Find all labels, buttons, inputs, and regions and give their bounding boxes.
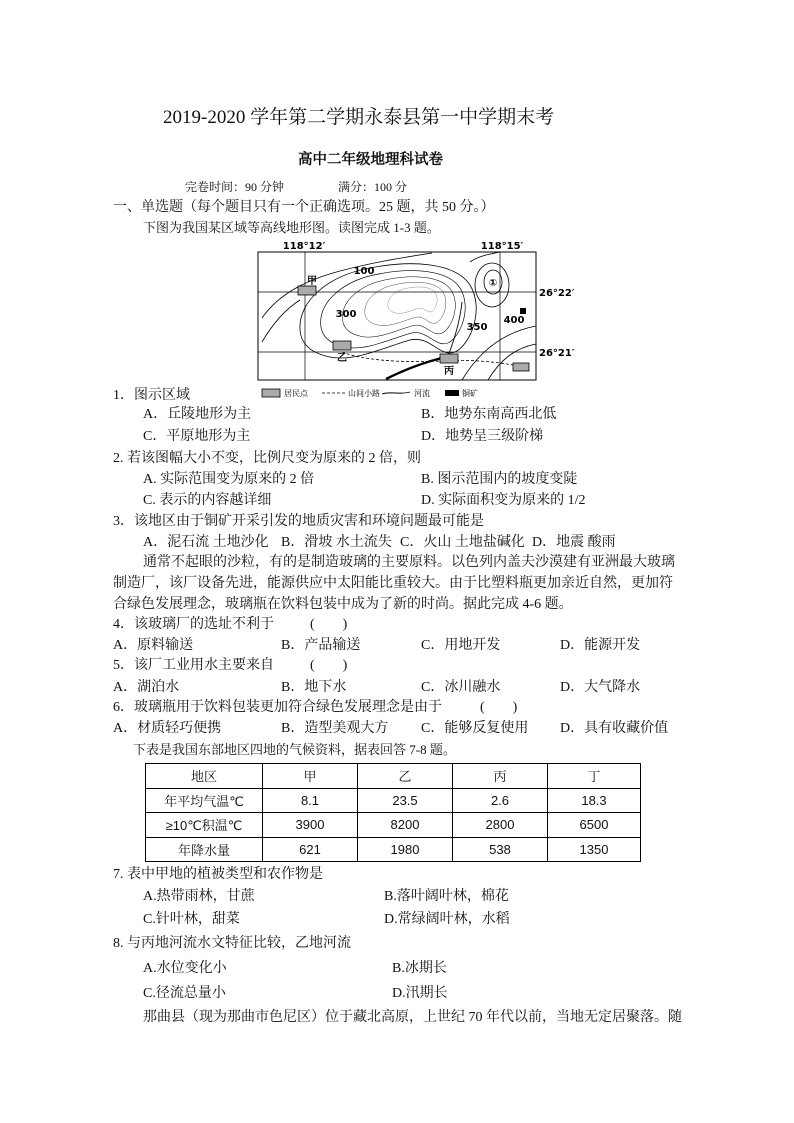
- section-heading: 一、单选题（每个题目只有一个正确选项。25 题，共 50 分。）: [113, 200, 495, 215]
- question-6-answer-bracket: ( ): [480, 700, 518, 715]
- copper-mine-marker: [520, 308, 526, 314]
- table-intro: 下表是我国东部地区四地的气候资料，据表回答 7-8 题。: [133, 742, 456, 757]
- table-header-cell: 乙: [358, 764, 453, 789]
- question-2-option-c: C. 表示的内容越详细: [143, 493, 272, 508]
- exam-subtitle: 高中二年级地理科试卷: [298, 152, 443, 168]
- legend-path-label: 山间小路: [348, 389, 380, 398]
- latitude-north-label: 26°22′: [539, 288, 575, 299]
- contour-line: [388, 287, 437, 313]
- table-cell: ≥10℃积温℃: [146, 813, 263, 838]
- question-3-option-d: D．地震 酸雨: [532, 535, 616, 550]
- question-5-answer-bracket: ( ): [310, 658, 348, 673]
- question-2-option-a: A. 实际范围变为原来的 2 倍: [143, 472, 315, 487]
- table-cell: 18.3: [548, 788, 641, 813]
- place-label-bing: 丙: [444, 366, 454, 377]
- table-header-cell: 丁: [548, 764, 641, 789]
- passage-glass-line-1: 通常不起眼的沙粒，有的是制造玻璃的主要原料。以色列内盖夫沙漠建有亚洲最大玻璃: [143, 555, 675, 570]
- question-1-stem: 1．图示区域: [113, 388, 190, 403]
- contour-label-100: 100: [353, 266, 375, 277]
- legend-settlement-label: 居民点: [284, 389, 308, 398]
- question-1-option-b: B．地势东南高西北低: [421, 407, 557, 422]
- contour-line: [262, 300, 300, 342]
- longitude-west-label: 118°12′: [282, 241, 326, 252]
- question-8-stem: 8. 与丙地河流水文特征比较，乙地河流: [113, 936, 351, 951]
- place-label-jia: 甲: [307, 276, 317, 287]
- question-6-option-d: D．具有收藏价值: [560, 721, 669, 736]
- table-cell: 3900: [263, 813, 358, 838]
- table-cell: 8.1: [263, 788, 358, 813]
- legend-mine-swatch: [445, 390, 459, 396]
- legend-mine-label: 铜矿: [462, 389, 478, 398]
- question-4-option-a: A．原料输送: [113, 638, 194, 653]
- question-1-option-a: A．丘陵地形为主: [143, 407, 252, 422]
- legend-river-label: 河流: [414, 389, 430, 398]
- mountain-path: [342, 352, 518, 366]
- table-cell: 8200: [358, 813, 453, 838]
- question-4-option-b: B．产品输送: [281, 638, 361, 653]
- question-8-option-c: C.径流总量小: [143, 986, 226, 1001]
- table-header-cell: 甲: [263, 764, 358, 789]
- question-6-stem: 6．玻璃瓶用于饮料包装更加符合绿色发展理念是由于: [113, 700, 442, 715]
- table-header-cell: 丙: [453, 764, 548, 789]
- contour-line: [488, 344, 536, 380]
- table-cell: 年降水量: [146, 837, 263, 862]
- question-6-option-a: A．材质轻巧便携: [113, 721, 222, 736]
- passage-naqu-line-1: 那曲县（现为那曲市色尼区）位于藏北高原，上世纪 70 年代以前，当地无定居聚落。随: [143, 1010, 682, 1025]
- table-header-cell: 地区: [146, 764, 263, 789]
- question-6-option-c: C．能够反复使用: [421, 721, 529, 736]
- contour-line: [300, 264, 476, 358]
- place-label-yi: 乙: [337, 353, 347, 364]
- passage-glass-line-2: 制造厂，该厂设备先进，能源供应中太阳能比重较大。由于比塑料瓶更加亲近自然，更加符: [113, 576, 673, 591]
- exam-title: 2019-2020 学年第二学期永泰县第一中学期末考: [163, 107, 555, 128]
- table-cell: 621: [263, 837, 358, 862]
- table-cell: 年平均气温℃: [146, 788, 263, 813]
- question-8-option-d: D.汛期长: [392, 986, 448, 1001]
- table-cell: 1350: [548, 837, 641, 862]
- contour-line: [342, 277, 455, 337]
- table-cell: 538: [453, 837, 548, 862]
- question-3-option-b: B．滑坡 水土流失: [281, 535, 392, 550]
- question-3-stem: 3．该地区由于铜矿开采引发的地质灾害和环境问题最可能是: [113, 514, 484, 529]
- settlement-marker: [440, 354, 458, 363]
- settlement-marker: [513, 363, 529, 371]
- question-1-option-d: D．地势呈三级阶梯: [421, 429, 544, 444]
- question-4-option-d: D．能源开发: [560, 638, 641, 653]
- contour-line: [462, 326, 536, 380]
- longitude-east-label: 118°15′: [480, 241, 524, 252]
- question-8-option-b: B.冰期长: [392, 961, 447, 976]
- question-7-option-b: B.落叶阔叶林，棉花: [384, 889, 509, 904]
- question-5-option-a: A．湖泊水: [113, 680, 180, 695]
- exam-time: 完卷时间：90 分钟: [185, 180, 285, 194]
- question-3-option-c: C．火山 土地盐碱化: [400, 535, 525, 550]
- question-4-option-c: C．用地开发: [421, 638, 501, 653]
- table-row: [146, 813, 641, 838]
- table-cell: 6500: [548, 813, 641, 838]
- contour-line: [470, 252, 500, 262]
- contour-line: [365, 282, 446, 325]
- question-5-option-c: C．冰川融水: [421, 680, 501, 695]
- question-7-option-c: C.针叶林，甜菜: [143, 912, 240, 927]
- climate-table: [145, 763, 641, 862]
- question-4-stem: 4．该玻璃厂的选址不利于: [113, 617, 274, 632]
- table-cell: 23.5: [358, 788, 453, 813]
- table-cell: 1980: [358, 837, 453, 862]
- legend-river-swatch: [382, 392, 410, 394]
- question-4-answer-bracket: ( ): [310, 617, 348, 632]
- question-1-option-c: C．平原地形为主: [143, 429, 251, 444]
- settlement-marker: [298, 286, 316, 295]
- table-cell: 2800: [453, 813, 548, 838]
- point-label-1: ①: [488, 278, 498, 289]
- contour-label-300: 300: [335, 309, 357, 320]
- full-score: 满分：100 分: [338, 180, 408, 194]
- contour-label-400: 400: [503, 315, 525, 326]
- question-5-option-b: B．地下水: [281, 680, 347, 695]
- question-3-option-a: A．泥石流 土地沙化: [143, 535, 269, 550]
- question-7-option-d: D.常绿阔叶林，水稻: [384, 912, 510, 927]
- contour-map: [250, 238, 580, 403]
- table-row: [146, 788, 641, 813]
- passage-glass-line-3: 合绿色发展理念，玻璃瓶在饮料包装中成为了新的时尚。据此完成 4-6 题。: [113, 597, 573, 612]
- table-cell: 2.6: [453, 788, 548, 813]
- question-8-option-a: A.水位变化小: [143, 961, 227, 976]
- settlement-marker: [333, 341, 351, 350]
- table-row: [146, 837, 641, 862]
- table-header-row: [146, 764, 641, 789]
- question-2-option-b: B. 图示范围内的坡度变陡: [421, 472, 578, 487]
- river: [386, 357, 446, 379]
- question-7-option-a: A.热带雨林，甘蔗: [143, 889, 255, 904]
- contour-label-350: 350: [466, 322, 488, 333]
- question-2-stem: 2. 若该图幅大小不变，比例尺变为原来的 2 倍，则: [113, 451, 421, 466]
- question-7-stem: 7. 表中甲地的植被类型和农作物是: [113, 867, 323, 882]
- question-2-option-d: D. 实际面积变为原来的 1/2: [421, 493, 586, 508]
- question-6-option-b: B．造型美观大方: [281, 721, 389, 736]
- latitude-south-label: 26°21′: [539, 348, 575, 359]
- map-intro: 下图为我国某区域等高线地形图。读图完成 1-3 题。: [143, 220, 440, 235]
- legend-settlement-swatch: [262, 389, 280, 397]
- question-5-option-d: D．大气降水: [560, 680, 641, 695]
- question-5-stem: 5．该厂工业用水主要来自: [113, 658, 274, 673]
